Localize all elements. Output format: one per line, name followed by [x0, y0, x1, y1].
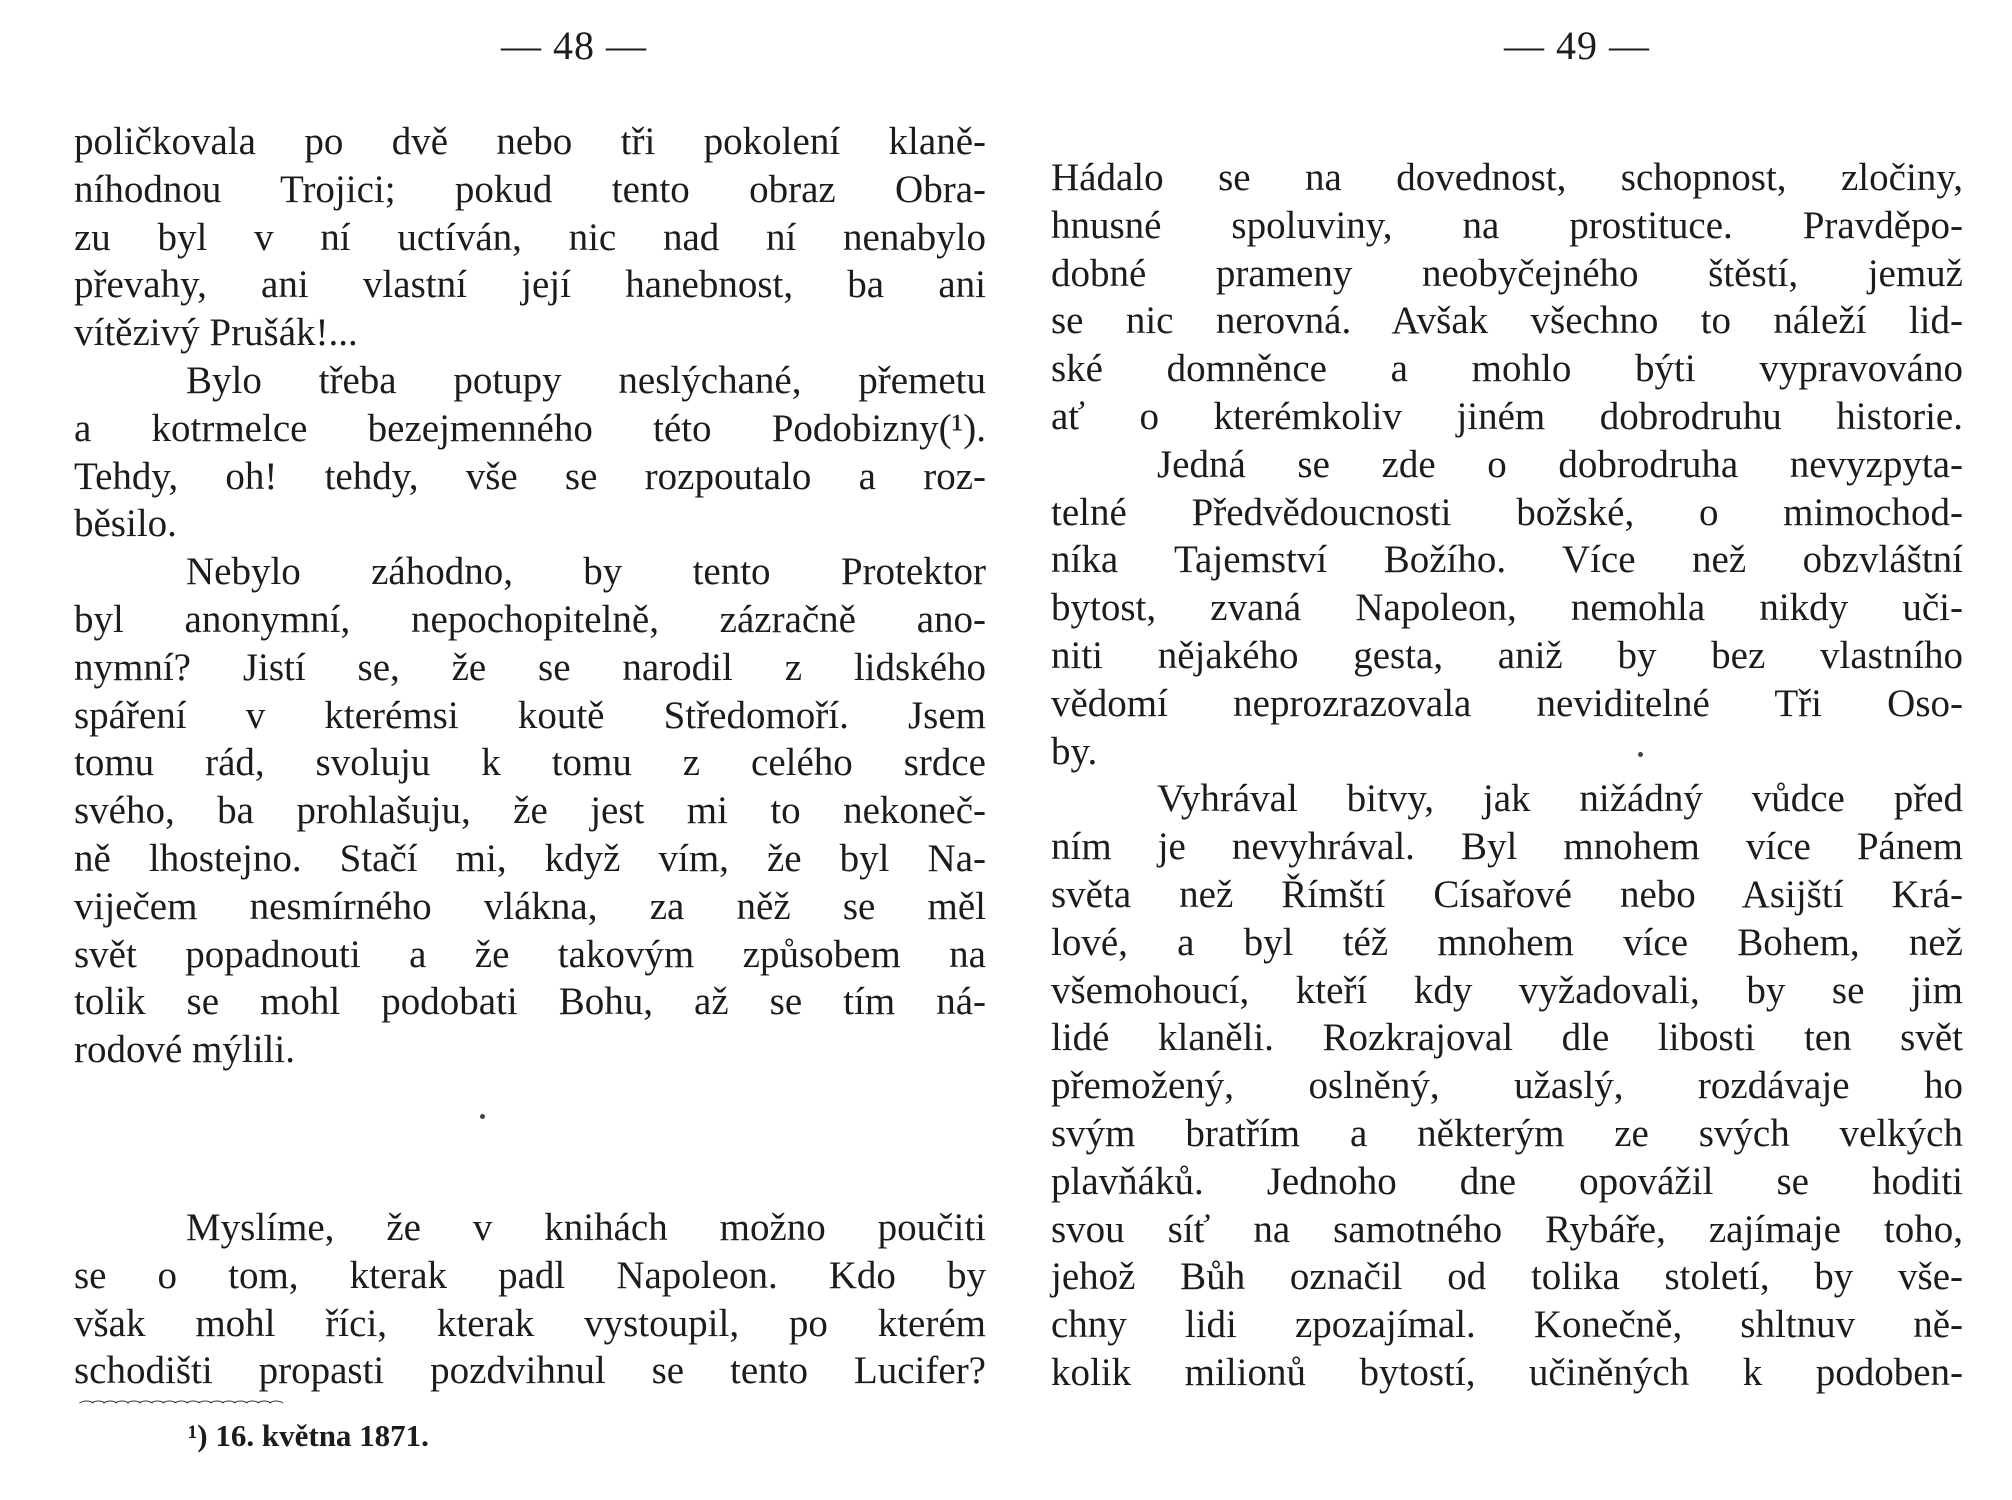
text-line: Jedná se zde o dobrodruha nevyzpyta-	[1157, 442, 1963, 486]
text-line: ské domněnce a mohlo býti vypravováno	[1051, 347, 1963, 391]
text-line: spáření v kterémsi koutě Středomoří. Jsem	[74, 693, 986, 737]
text-line: tomu rád, svoluju k tomu z celého srdce	[74, 741, 986, 785]
text-line: vědomí neprozrazovala neviditelné Tři Oso-	[1051, 681, 1963, 725]
text-line: niti nějakého gesta, aniž by bez vlastního	[1051, 633, 1963, 677]
text-line: Bylo třeba potupy neslýchané, přemetu	[186, 358, 986, 402]
footnote-rule: ⁀⁀⁀⁀⁀⁀⁀⁀⁀⁀⁀⁀⁀⁀⁀⁀⁀	[80, 1402, 282, 1419]
text-line: Hádalo se na dovednost, schopnost, zločiny,	[1051, 156, 1963, 199]
text-line: svět popadnouti a že takovým způsobem na	[74, 932, 986, 976]
text-line: ním je nevyhrával. Byl mnohem více Pánem	[1051, 825, 1963, 869]
text-line: viječem nesmírného vlákna, za něž se měl	[74, 884, 986, 928]
text-line: zu byl v ní uctíván, nic nad ní nenabylo	[74, 215, 986, 259]
right-paragraph-1	[1051, 154, 1963, 1397]
text-line: všemohoucí, kteří kdy vyžadovali, by se jim	[1051, 968, 1963, 1012]
left-paragraph-4	[74, 1204, 986, 1395]
left-paragraph-1	[74, 118, 986, 1074]
text-line: a kotrmelce bezejmenného této Podobizny(¹).	[74, 406, 986, 450]
page-number-left: — 48 —	[501, 23, 647, 68]
text-line: se o tom, kterak padl Napoleon. Kdo by	[74, 1253, 986, 1297]
text-line: přemožený, oslněný, užaslý, rozdávaje ho	[1051, 1064, 1963, 1108]
text-line: schodišti propasti pozdvihnul se tento Lucifer?	[74, 1349, 986, 1393]
text-line: plavňáků. Jednoho dne opovážil se hoditi	[1051, 1159, 1963, 1203]
text-line: ať o kterémkoliv jiném dobrodruhu historie.	[1051, 394, 1963, 438]
text-line: chny lidi zpozajímal. Konečně, shltnuv ně-	[1051, 1303, 1963, 1347]
text-line: nymní? Jistí se, že se narodil z lidského	[74, 645, 986, 689]
text-line: hnusné spoluviny, na prostituce. Pravděpo-	[1051, 203, 1963, 247]
print-speck	[1638, 752, 1643, 757]
text-line: dobné prameny neobyčejného štěstí, jemuž	[1051, 251, 1963, 295]
text-line: svého, ba prohlašuju, že jest mi to nekoneč-	[74, 789, 986, 833]
text-line: běsilo.	[74, 502, 177, 546]
text-line: tolik se mohl podobati Bohu, až se tím ná-	[74, 980, 986, 1024]
text-line: svým bratřím a některým ze svých velkých	[1051, 1111, 1963, 1155]
text-line: světa než Římští Císařové nebo Asijští Krá-	[1051, 872, 1963, 916]
right-page	[1006, 0, 2012, 1500]
text-line: telné Předvědoucnosti božské, o mimochod-	[1051, 490, 1963, 534]
text-line: Vyhrával bitvy, jak nižádný vůdce před	[1157, 777, 1963, 821]
text-line: Myslíme, že v knihách možno poučiti	[186, 1206, 986, 1249]
print-speck	[480, 1114, 485, 1119]
text-line: svou síť na samotného Rybáře, zajímaje toho,	[1051, 1207, 1963, 1251]
text-line: níhodnou Trojici; pokud tento obraz Obra-	[74, 167, 986, 211]
text-line: jehož Bůh označil od tolika století, by vše-	[1051, 1255, 1963, 1299]
text-line: lidé klaněli. Rozkrajoval dle libosti ten svět	[1051, 1016, 1963, 1060]
text-line: Tehdy, oh! tehdy, vše se rozpoutalo a roz-	[74, 454, 986, 498]
page-number-right: — 49 —	[1504, 23, 1650, 68]
text-line: však mohl říci, kterak vystoupil, po kterém	[74, 1301, 986, 1345]
text-line: lové, a byl též mnohem více Bohem, než	[1051, 920, 1963, 964]
text-line: by.	[1051, 729, 1098, 773]
text-line: se nic nerovná. Avšak všechno to náleží lid-	[1051, 299, 1963, 343]
text-line: převahy, ani vlastní její hanebnost, ba ani	[74, 263, 986, 307]
text-line: kolik milionů bytostí, učiněných k podoben-	[1051, 1350, 1963, 1394]
text-line: níka Tajemství Božího. Více než obzvláštní	[1051, 538, 1963, 582]
text-line: Nebylo záhodno, by tento Protektor	[186, 550, 986, 594]
text-line: rodové mýlili.	[74, 1028, 295, 1072]
text-line: vítězivý Prušák!...	[74, 311, 358, 355]
text-line: poličkovala po dvě nebo tři pokolení klaně-	[74, 120, 986, 163]
text-line: byl anonymní, nepochopitelně, zázračně ano-	[74, 597, 986, 641]
footnote: ¹) 16. května 1871.	[188, 1418, 429, 1453]
text-line: bytost, zvaná Napoleon, nemohla nikdy uči-	[1051, 586, 1963, 630]
text-line: ně lhostejno. Stačí mi, když vím, že byl Na-	[74, 836, 986, 880]
